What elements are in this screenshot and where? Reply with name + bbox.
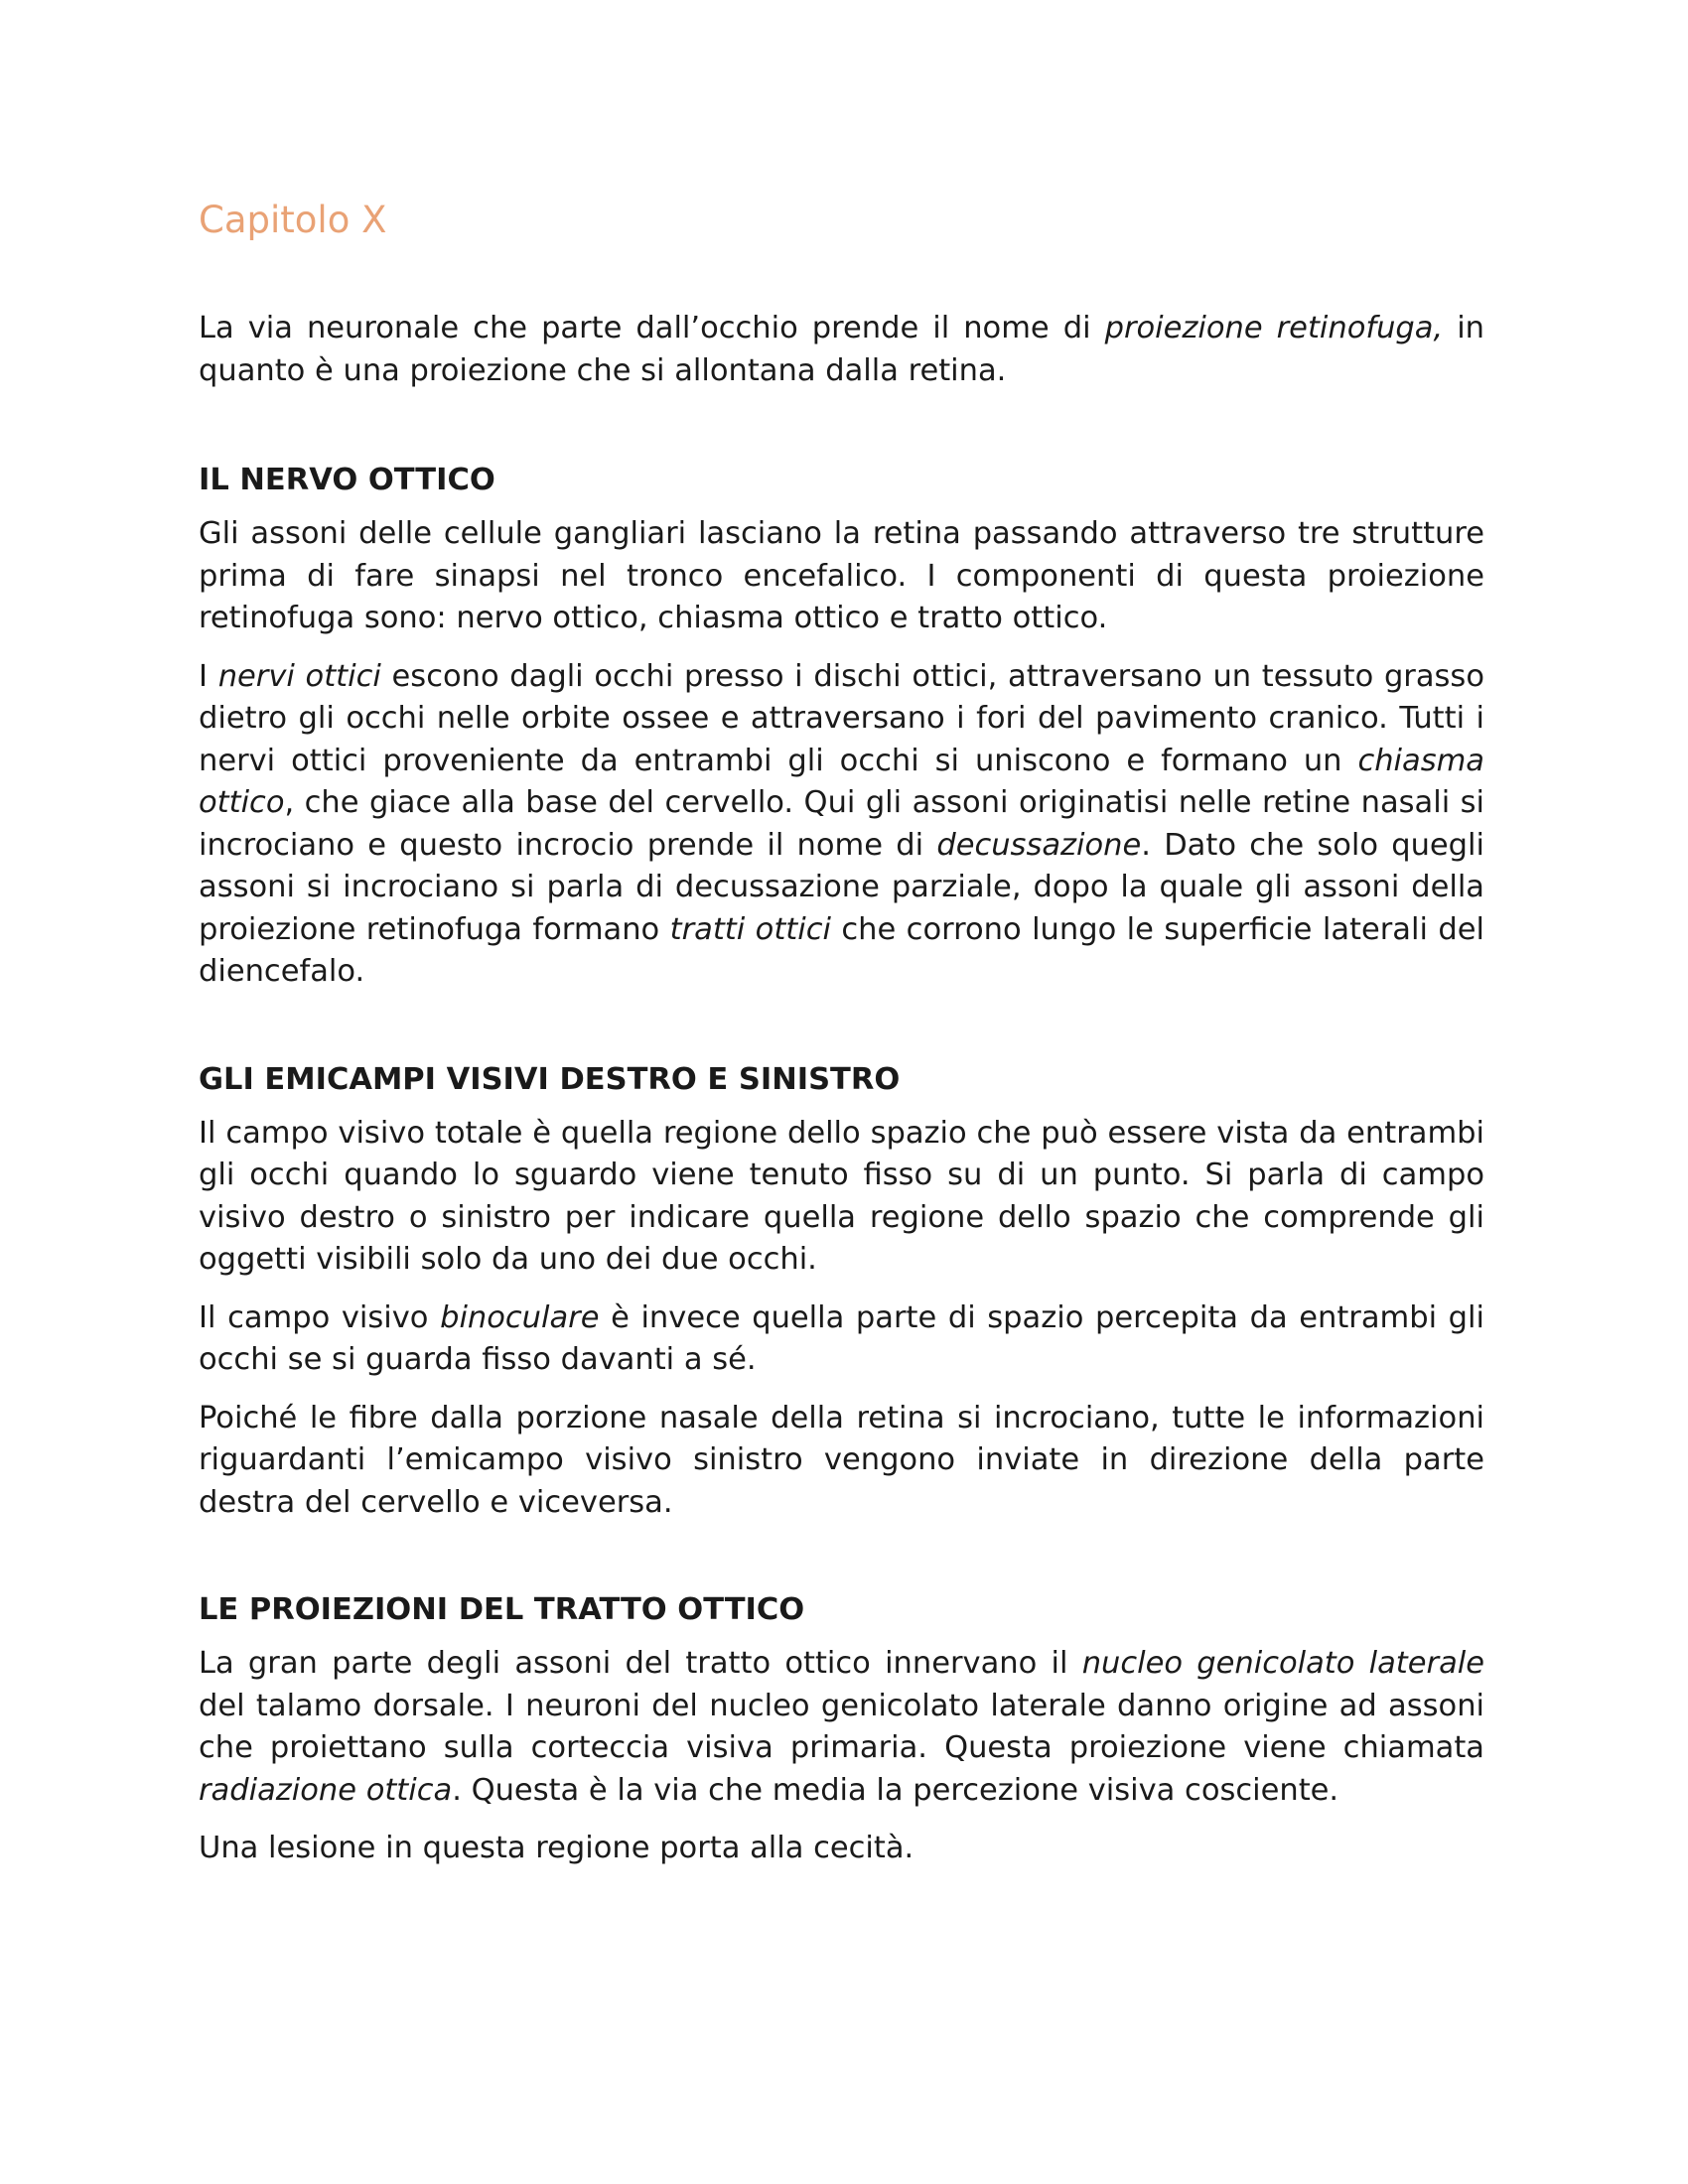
section-emicampi — [199, 1059, 1484, 1525]
intro-paragraph: La via neuronale che parte dall’occhio prende il nome di proiezione retinofuga, in quanto è una proiezione che si allontana dalla retina. — [199, 311, 1485, 388]
document-page — [199, 195, 1484, 1936]
section-heading: LE PROIEZIONI DEL TRATTO OTTICO — [199, 1592, 805, 1627]
paragraph: Il campo visivo totale è quella regione dello spazio che può essere vista da entrambi gli occhi quando lo sguardo viene tenuto fisso su di un punto. Si parla di campo visivo destro o sinistro per indicare quella regione dello spazio che comprende gli oggetti visibili solo da uno dei due occhi. — [199, 1115, 1484, 1277]
section-heading: IL NERVO OTTICO — [199, 463, 495, 497]
paragraph: Il campo visivo binoculare è invece quella parte di spazio percepita da entrambi gli occhi se si guarda fisso davanti a sé. — [199, 1299, 1484, 1377]
paragraph: Gli assoni delle cellule gangliari lasciano la retina passando attraverso tre strutture prima di fare sinapsi nel tronco encefalico. I componenti di questa proiezione retinofuga sono: nervo ottico, chiasma ottico e tratto ottico. — [199, 516, 1484, 635]
paragraph: I nervi ottici escono dagli occhi presso i dischi ottici, attraversano un tessuto grasso dietro gli occhi nelle orbite ossee e attraversano i fori del pavimento cranico. Tutti i nervi ottici proveniente da entrambi gli occhi si uniscono e formano un chiasma ottico, che giace alla base del cervello. Qui gli assoni originatisi nelle retine nasali si incrociano e questo incrocio prende il nome di decussazione. Dato che solo quegli assoni si incrociano si parla di decussazione parziale, dopo la quale gli assoni della proiezione retinofuga formano tratti ottici che corrono lungo le superficie laterali del diencefalo. — [199, 658, 1484, 989]
section-heading: GLI EMICAMPI VISIVI DESTRO E SINISTRO — [199, 1061, 901, 1097]
chapter-title: Capitolo X — [199, 199, 387, 241]
paragraph: Poiché le fibre dalla porzione nasale della retina si incrociano, tutte le informazioni riguardanti l’emicampo visivo sinistro vengono inviate in direzione della parte destra del cervello e viceversa. — [199, 1400, 1484, 1520]
section-nervo-ottico — [199, 460, 1484, 994]
paragraph: Una lesione in questa regione porta alla cecità. — [199, 1831, 914, 1865]
paragraph: La gran parte degli assoni del tratto ottico innervano il nucleo genicolato laterale del talamo dorsale. I neuroni del nucleo genicolato laterale danno origine ad assoni che proiettano sulla corteccia visiva primaria. Questa proiezione viene chiamata radiazione ottica. Questa è la via che media la percezione visiva cosciente. — [199, 1646, 1485, 1808]
section-proiezioni — [199, 1589, 1484, 1870]
